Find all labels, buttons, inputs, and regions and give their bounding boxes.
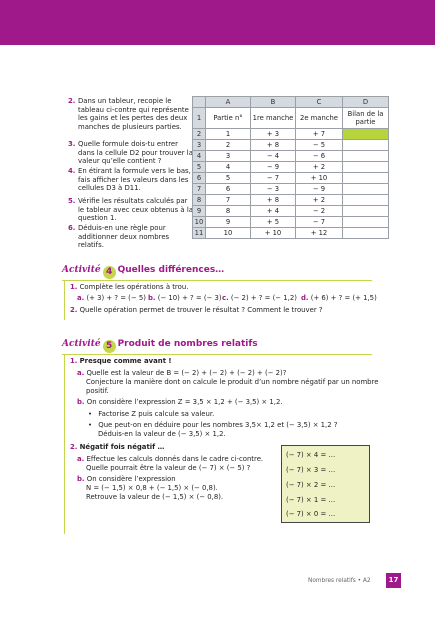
row-header: 6 bbox=[193, 173, 206, 184]
sheet-cell: + 8 bbox=[251, 140, 296, 151]
sheet-row bbox=[193, 108, 389, 129]
activity-4-heading bbox=[62, 265, 224, 279]
sheet-cell: 1re manche bbox=[251, 108, 296, 129]
sheet-cell bbox=[343, 173, 389, 184]
selected-cell-d2[interactable] bbox=[343, 129, 389, 140]
activity-5-heading bbox=[62, 339, 258, 353]
top-band bbox=[0, 0, 435, 45]
section-1-title: 1. Presque comme avant ! bbox=[70, 357, 172, 365]
activity-4-op-b: b. (− 10) + ? = (− 3) bbox=[148, 294, 222, 302]
bullet-2-line2: Déduis-en la valeur de (− 3,5) × 1,2. bbox=[98, 430, 226, 438]
sheet-cell: 6 bbox=[206, 184, 251, 195]
activity-5-title: Produit de nombres relatifs bbox=[117, 339, 258, 349]
sheet-col-header-row bbox=[193, 97, 389, 108]
sheet-row bbox=[193, 228, 389, 239]
row-header: 2 bbox=[193, 129, 206, 140]
sheet-cell bbox=[343, 195, 389, 206]
sheet-cell bbox=[343, 140, 389, 151]
activity-5-label: Activité bbox=[62, 339, 101, 349]
sheet-cell: + 4 bbox=[251, 206, 296, 217]
sheet-row bbox=[193, 217, 389, 228]
sheet-cell: 5 bbox=[206, 173, 251, 184]
row-header: 9 bbox=[193, 206, 206, 217]
sheet-cell: − 3 bbox=[251, 184, 296, 195]
col-header-c: C bbox=[296, 97, 343, 108]
sheet-cell: 1 bbox=[206, 129, 251, 140]
sheet-corner bbox=[193, 97, 206, 108]
calc-line: (− 7) × 2 = … bbox=[286, 481, 336, 489]
section-2-title: 2. Négatif fois négatif … bbox=[70, 443, 165, 451]
activity-4-label: Activité bbox=[62, 265, 101, 275]
sheet-row bbox=[193, 195, 389, 206]
sheet-cell: + 8 bbox=[251, 195, 296, 206]
sheet-cell: − 7 bbox=[251, 173, 296, 184]
row-header: 1 bbox=[193, 108, 206, 129]
question-4: 4. En étirant la formule vers le bas, fais afficher les valeurs dans les cellules D3 à D11. bbox=[68, 167, 191, 192]
sheet-cell: 2 bbox=[206, 140, 251, 151]
row-header: 8 bbox=[193, 195, 206, 206]
sheet-cell bbox=[343, 206, 389, 217]
row-header: 10 bbox=[193, 217, 206, 228]
sheet-cell: 7 bbox=[206, 195, 251, 206]
row-header: 5 bbox=[193, 162, 206, 173]
section-1a-line3: positif. bbox=[86, 387, 109, 395]
section-1a-line2: Conjecture la manière dont on calcule le produit d’un nombre négatif par un nombre bbox=[86, 378, 379, 386]
sheet-cell: − 6 bbox=[296, 151, 343, 162]
section-2b-line3: Retrouve la valeur de (− 1,5) × (− 0,8). bbox=[86, 493, 224, 501]
activity-4-op-d: d. (+ 6) + ? = (+ 1,5) bbox=[301, 294, 377, 302]
sheet-cell bbox=[343, 184, 389, 195]
footer-chapter: Nombres relatifs • A2 bbox=[308, 578, 371, 584]
activity-4-rule bbox=[62, 280, 372, 281]
sheet-cell bbox=[343, 151, 389, 162]
sheet-cell bbox=[343, 228, 389, 239]
sheet-row bbox=[193, 140, 389, 151]
calc-line: (− 7) × 0 = … bbox=[286, 510, 336, 518]
sheet-row bbox=[193, 206, 389, 217]
sheet-cell: + 5 bbox=[251, 217, 296, 228]
calc-line: (− 7) × 3 = … bbox=[286, 466, 336, 474]
sheet-cell: − 9 bbox=[251, 162, 296, 173]
sheet-cell: − 2 bbox=[296, 206, 343, 217]
sheet-cell: − 7 bbox=[296, 217, 343, 228]
sheet-cell: + 2 bbox=[296, 195, 343, 206]
row-header: 4 bbox=[193, 151, 206, 162]
activity-4-number: 4 bbox=[103, 266, 116, 279]
activity-4-q1: 1. Complète les opérations à trou. bbox=[70, 283, 189, 291]
sheet-cell: + 12 bbox=[296, 228, 343, 239]
section-2b-line2: N = (− 1,5) × 0,8 + (− 1,5) × (− 0,8). bbox=[86, 484, 218, 492]
calc-line: (− 7) × 1 = … bbox=[286, 496, 336, 504]
sheet-cell bbox=[343, 217, 389, 228]
sheet-cell: + 10 bbox=[296, 173, 343, 184]
section-2a-line1: a. Effectue les calculs donnés dans le cadre ci-contre. bbox=[77, 455, 264, 463]
activity-5-rule bbox=[62, 354, 372, 355]
sheet-cell: 4 bbox=[206, 162, 251, 173]
sheet-cell: 3 bbox=[206, 151, 251, 162]
sheet-cell: 2e manche bbox=[296, 108, 343, 129]
question-2: 2. Dans un tableur, recopie le tableau ci-contre qui représente les gains et les pertes des deux manches de plusieurs parties. bbox=[68, 97, 189, 131]
sheet-cell: + 7 bbox=[296, 129, 343, 140]
section-2a-line2: Quelle pourrait être la valeur de (− 7) × (− 5) ? bbox=[86, 464, 251, 472]
col-header-d: D bbox=[343, 97, 389, 108]
calculation-box bbox=[281, 445, 370, 523]
activity-4-q2: 2. Quelle opération permet de trouver le résultat ? Comment le trouver ? bbox=[70, 306, 323, 314]
sheet-cell: + 2 bbox=[296, 162, 343, 173]
section-2b-line1: b. On considère l’expression bbox=[77, 475, 176, 483]
sheet-row bbox=[193, 151, 389, 162]
sheet-cell: + 10 bbox=[251, 228, 296, 239]
sheet-row bbox=[193, 184, 389, 195]
sheet-cell: − 4 bbox=[251, 151, 296, 162]
question-3: 3. Quelle formule dois-tu entrer dans la cellule D2 pour trouver la valeur qu’elle contient ? bbox=[68, 140, 193, 165]
sheet-cell bbox=[343, 162, 389, 173]
activity-4-op-c: c. (− 2) + ? = (− 1,2) bbox=[222, 294, 297, 302]
bullet-1: • Factorise Z puis calcule sa valeur. bbox=[88, 410, 215, 418]
section-1a-line1: a. Quelle est la valeur de B = (− 2) + (− 2) + (− 2) + (− 2)? bbox=[77, 369, 287, 377]
sheet-cell: + 3 bbox=[251, 129, 296, 140]
sheet-cell: Bilan de la partie bbox=[343, 108, 389, 129]
calc-line: (− 7) × 4 = … bbox=[286, 451, 336, 459]
row-header: 11 bbox=[193, 228, 206, 239]
sheet-row bbox=[193, 162, 389, 173]
activity-5-number: 5 bbox=[103, 340, 116, 353]
sheet-row bbox=[193, 129, 389, 140]
bullet-2-line1: • Que peut-on en déduire pour les nombres 3,5× 1,2 et (− 3,5) × 1,2 ? bbox=[88, 421, 338, 429]
activity-4-title: Quelles différences… bbox=[117, 265, 225, 275]
activity-4-op-a: a. (+ 3) + ? = (− 5) bbox=[77, 294, 146, 302]
activity-4-sidebar bbox=[64, 280, 65, 320]
question-6: 6. Déduis-en une règle pour additionner deux nombres relatifs. bbox=[68, 224, 170, 249]
row-header: 7 bbox=[193, 184, 206, 195]
sheet-cell: 8 bbox=[206, 206, 251, 217]
row-header: 3 bbox=[193, 140, 206, 151]
sheet-cell: 9 bbox=[206, 217, 251, 228]
spreadsheet-table bbox=[192, 96, 389, 239]
sheet-cell: − 9 bbox=[296, 184, 343, 195]
sheet-cell: Partie n° bbox=[206, 108, 251, 129]
sheet-cell: − 5 bbox=[296, 140, 343, 151]
activity-5-sidebar bbox=[64, 354, 65, 534]
page-number: 17 bbox=[386, 573, 401, 588]
sheet-cell: 10 bbox=[206, 228, 251, 239]
section-1b-line1: b. On considère l’expression Z = 3,5 × 1,2 + (− 3,5) × 1,2. bbox=[77, 398, 283, 406]
col-header-a: A bbox=[206, 97, 251, 108]
col-header-b: B bbox=[251, 97, 296, 108]
sheet-row bbox=[193, 173, 389, 184]
question-5: 5. Vérifie les résultats calculés par le tableur avec ceux obtenus à la question 1. bbox=[68, 197, 193, 222]
